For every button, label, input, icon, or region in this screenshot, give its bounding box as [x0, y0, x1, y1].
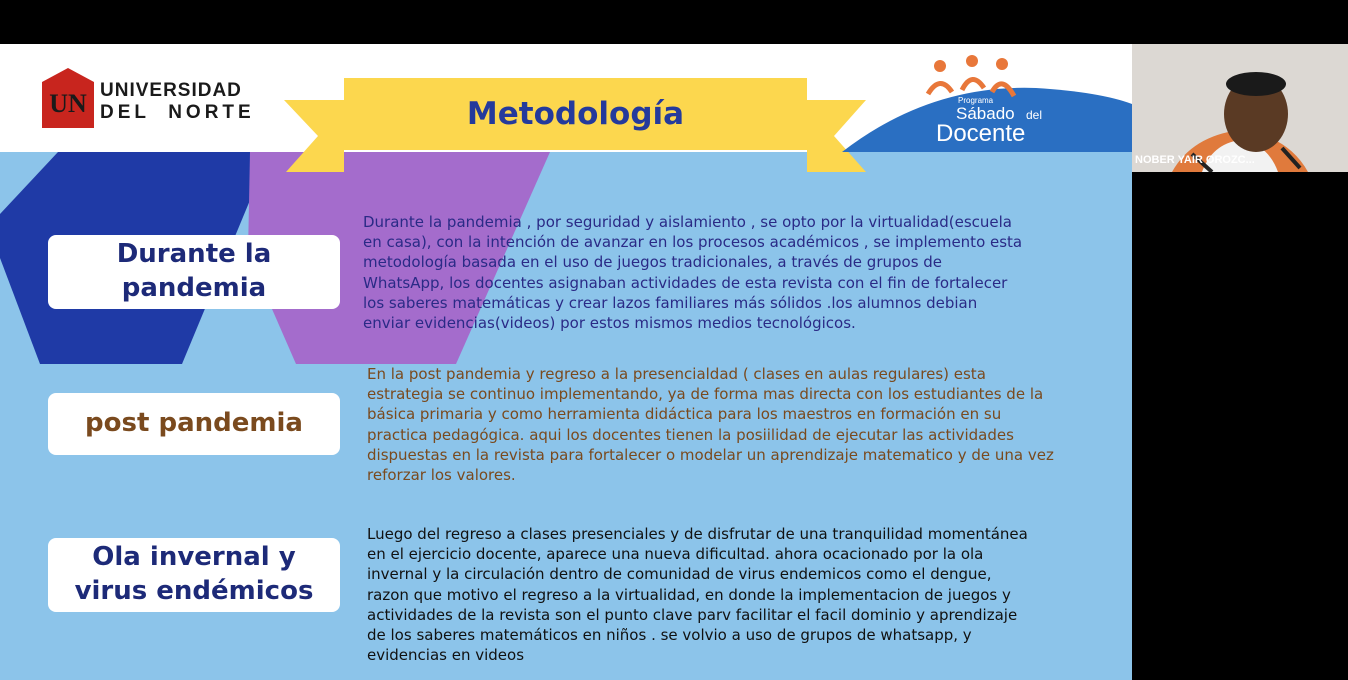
presentation-slide — [0, 44, 1132, 680]
text-line: básica primaria y como herramienta didáctica para los maestros en formación en su — [367, 405, 1002, 424]
university-logo — [40, 66, 260, 134]
text-line: estrategia se continuo implementando, ya de forma mas directa con los estudiantes de la — [367, 385, 1044, 404]
text-line: evidencias en videos — [367, 646, 525, 665]
label-line: Durante la — [116, 239, 272, 270]
section-label-post-pandemia — [48, 393, 340, 455]
text-line: razon que motivo el regreso a la virtualidad, en donde la implementacion de juegos y — [367, 585, 1011, 604]
text-line: metodología basada en el uso de juegos tradicionales, a través de grupos de — [363, 253, 943, 272]
text-line: reforzar los valores. — [367, 466, 516, 485]
logo-line-1: UNIVERSIDAD — [100, 80, 242, 101]
text-line: actividades de la revista son el punto clave parv facilitar el facil dominio y aprendizaje — [367, 605, 1018, 624]
section-text-ola-invernal — [367, 524, 1028, 665]
label-line: virus endémicos — [74, 576, 314, 606]
program-logo — [930, 96, 1070, 150]
section-text-post-pandemia — [367, 364, 1054, 485]
un-shield-icon — [40, 66, 96, 130]
label-line: post pandemia — [85, 408, 303, 439]
text-line: enviar evidencias(videos) por estos mismos medios tecnológicos. — [363, 314, 856, 333]
letterbox-top — [0, 0, 1348, 44]
program-line-1: Sábado — [956, 104, 1015, 123]
text-line: invernal y la circulación dentro de comunidad de virus endemicos como el dengue, — [367, 565, 992, 584]
section-text-pandemia — [363, 212, 1022, 333]
text-line: de los saberes matemáticos en niños . se volvio a uso de grupos de whatsapp, y — [367, 626, 972, 645]
logo-line-2: DEL NORTE — [100, 102, 255, 123]
program-label: Programa — [958, 96, 994, 105]
participant-name-label: NOBER YAIR OROZC... — [1135, 154, 1255, 166]
text-line: en el ejercicio docente, aparece una nueva dificultad. ahora ocacionado por la ola — [367, 545, 984, 564]
title-banner — [344, 78, 807, 150]
sidebar-empty-area — [1132, 172, 1348, 680]
banner-right-tail — [807, 100, 866, 172]
participant-video-tile[interactable] — [1132, 44, 1348, 172]
text-line: Durante la pandemia , por seguridad y aislamiento , se opto por la virtualidad(escuela — [363, 213, 1012, 231]
participant-avatar-icon — [1132, 44, 1348, 172]
text-line: En la post pandemia y regreso a la presencialdad ( clases en aulas regulares) esta — [367, 365, 986, 383]
program-line-3: Docente — [936, 120, 1026, 147]
program-line-2: del — [1026, 108, 1043, 122]
text-line: WhatsApp, los docentes asignaban actividades de esta revista con el fin de fortalecer — [363, 273, 1008, 292]
label-line: pandemia — [121, 273, 267, 303]
text-line: los saberes matemáticas y crear lazos familiares más sólidos .los alumnos debian — [363, 293, 978, 312]
text-line: Luego del regreso a clases presenciales y de disfrutar de una tranquilidad momentánea — [367, 525, 1028, 543]
text-line: practica pedagógica. aqui los docentes tienen la posiilidad de ejecutar las actividades — [367, 425, 1014, 444]
text-line: dispuestas en la revista para fortalecer o modelar un aprendizaje matematico y de una vez — [367, 445, 1054, 464]
slide-title: Metodología — [466, 96, 685, 132]
svg-text:UN: UN — [49, 89, 87, 118]
section-label-ola-invernal — [48, 538, 340, 612]
label-line: Ola invernal y — [92, 542, 296, 573]
text-line: en casa), con la intención de avanzar en los procesos académicos , se implemento esta — [363, 233, 1023, 252]
section-label-pandemia — [48, 235, 340, 309]
